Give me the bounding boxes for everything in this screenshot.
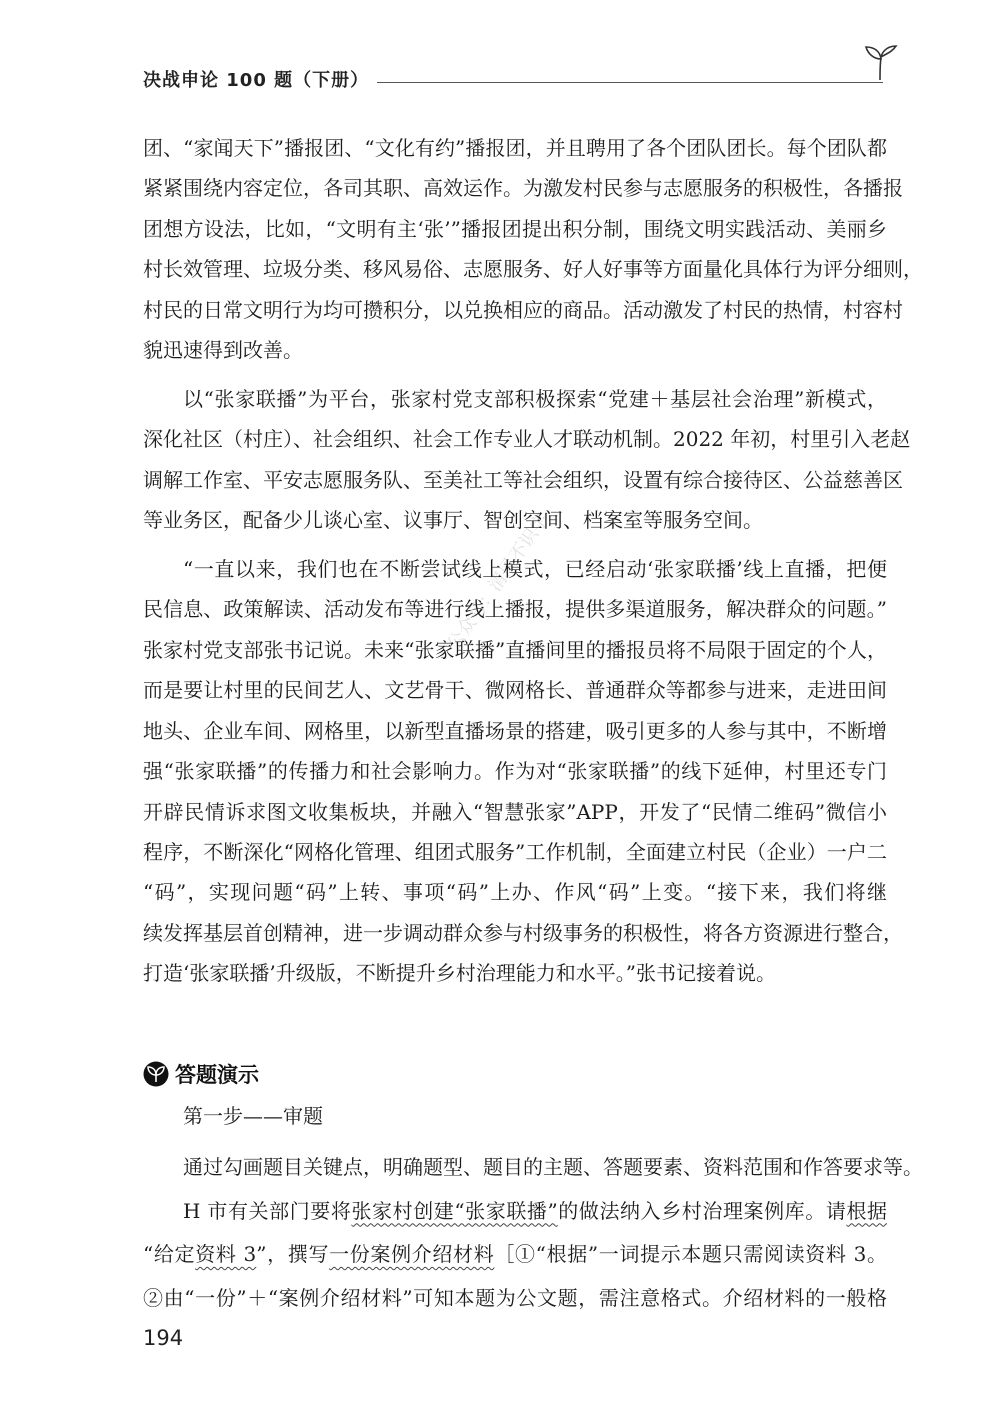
- body-text: [143, 128, 923, 1002]
- running-header: [143, 64, 883, 94]
- text-line: 开辟民情诉求图文收集板块，并融入“智慧张家”APP，开发了“民情二维码”微信小: [143, 799, 887, 824]
- text-line: 团想方设法，比如，“文明有主‘张’”播报团提出积分制，围绕文明实践活动、美丽乡: [143, 216, 887, 241]
- section-title: 答题演示: [175, 1063, 259, 1087]
- header-rule: [377, 82, 883, 83]
- text-line: 紧紧围绕内容定位，各司其职、高效运作。为激发村民参与志愿服务的积极性，各播报: [143, 176, 903, 201]
- section-heading: [143, 1060, 259, 1088]
- text-line: 团、“家闻天下”播报团、“文化有约”播报团，并且聘用了各个团队团长。每个团队都: [143, 136, 887, 160]
- text-run: ”，撰写: [256, 1242, 330, 1266]
- text-run: 的做法纳入乡村治理案例库。请: [557, 1198, 847, 1223]
- paragraph-1: [143, 128, 923, 370]
- text-line: 打造‘张家联播’升级版，不断提升乡村治理能力和水平。”张书记接着说。: [143, 961, 776, 986]
- paragraph-3: [143, 549, 903, 993]
- text-run: H 市有关部门要将: [183, 1198, 352, 1223]
- watermark: 公众号：清风不识字: [443, 509, 554, 655]
- text-line: 村长效管理、垃圾分类、移风易俗、志愿服务、好人好事等方面量化具体行为评分细则，: [143, 257, 923, 282]
- key-phrase: 一份案例介绍材料: [329, 1242, 495, 1266]
- text-line: 以“张家联播”为平台，张家村党支部积极探索“党建＋基层社会治理”新模式，: [183, 386, 887, 411]
- text-line: 地头、企业车间、网格里，以新型直播场景的搭建，吸引更多的人参与其中，不断增: [143, 718, 887, 743]
- book-title: 决战申论 100 题（下册）: [143, 70, 370, 91]
- paragraph-2: [143, 379, 911, 541]
- text-line: 深化社区（村庄）、社会组织、社会工作专业人才联动机制。2022 年初，村里引入老赵: [143, 427, 911, 452]
- text-line: 貌迅速得到改善。: [143, 338, 303, 363]
- page-number: 194: [143, 1326, 184, 1350]
- key-phrase: 资料 3: [195, 1242, 257, 1266]
- text-line: 通过勾画题目关键点，明确题型、题目的主题、答题要素、资料范围和作答要求等。: [183, 1155, 923, 1179]
- key-phrase: 张家村创建“张家联播”: [351, 1198, 558, 1223]
- text-line: [143, 1190, 887, 1234]
- answer-text: [143, 1146, 923, 1320]
- text-line: 等业务区，配备少儿谈心室、议事厅、智创空间、档案室等服务空间。: [143, 508, 763, 533]
- text-run: ［①“根据”一词提示本题只需阅读资料 3。: [494, 1242, 888, 1266]
- text-line: 调解工作室、平安志愿服务队、至美社工等社会组织，设置有综合接待区、公益慈善区: [143, 467, 903, 492]
- text-line: 续发挥基层首创精神，进一步调动群众参与村级事务的积极性，将各方资源进行整合，: [143, 920, 903, 945]
- text-line: 村民的日常文明行为均可攒积分，以兑换相应的商品。活动激发了村民的热情，村容村: [143, 297, 903, 322]
- text-line: ②由“一份”＋“案例介绍材料”可知本题为公文题，需注意格式。介绍材料的一般格: [143, 1285, 887, 1310]
- text-line: 民信息、政策解读、活动发布等进行线上播报，提供多渠道服务，解决群众的问题。”: [143, 597, 887, 622]
- text-line: 而是要让村里的民间艺人、文艺骨干、微网格长、普通群众等都参与进来，走进田间: [143, 678, 887, 703]
- text-line: 张家村党支部张书记说。未来“张家联播”直播间里的播报员将不局限于固定的个人，: [143, 637, 887, 662]
- text-line: “一直以来，我们也在不断尝试线上模式，已经启动‘张家联播’线上直播，把便: [183, 557, 887, 582]
- text-run: “给定: [143, 1242, 196, 1266]
- text-line: 强“张家联播”的传播力和社会影响力。作为对“张家联播”的线下延伸，村里还专门: [143, 759, 887, 784]
- text-line: 程序，不断深化“网格化管理、组团式服务”工作机制，全面建立村民（企业）一户二: [143, 839, 887, 864]
- step-label: 第一步——审题: [183, 1104, 323, 1128]
- text-line: “码”，实现问题“码”上转、事项“码”上办、作风“码”上变。“接下来，我们将继: [143, 880, 887, 905]
- key-phrase: 根据: [846, 1198, 888, 1223]
- leaf-icon: [143, 1061, 169, 1087]
- sprout-icon: [860, 42, 900, 82]
- text-line: [143, 1233, 887, 1277]
